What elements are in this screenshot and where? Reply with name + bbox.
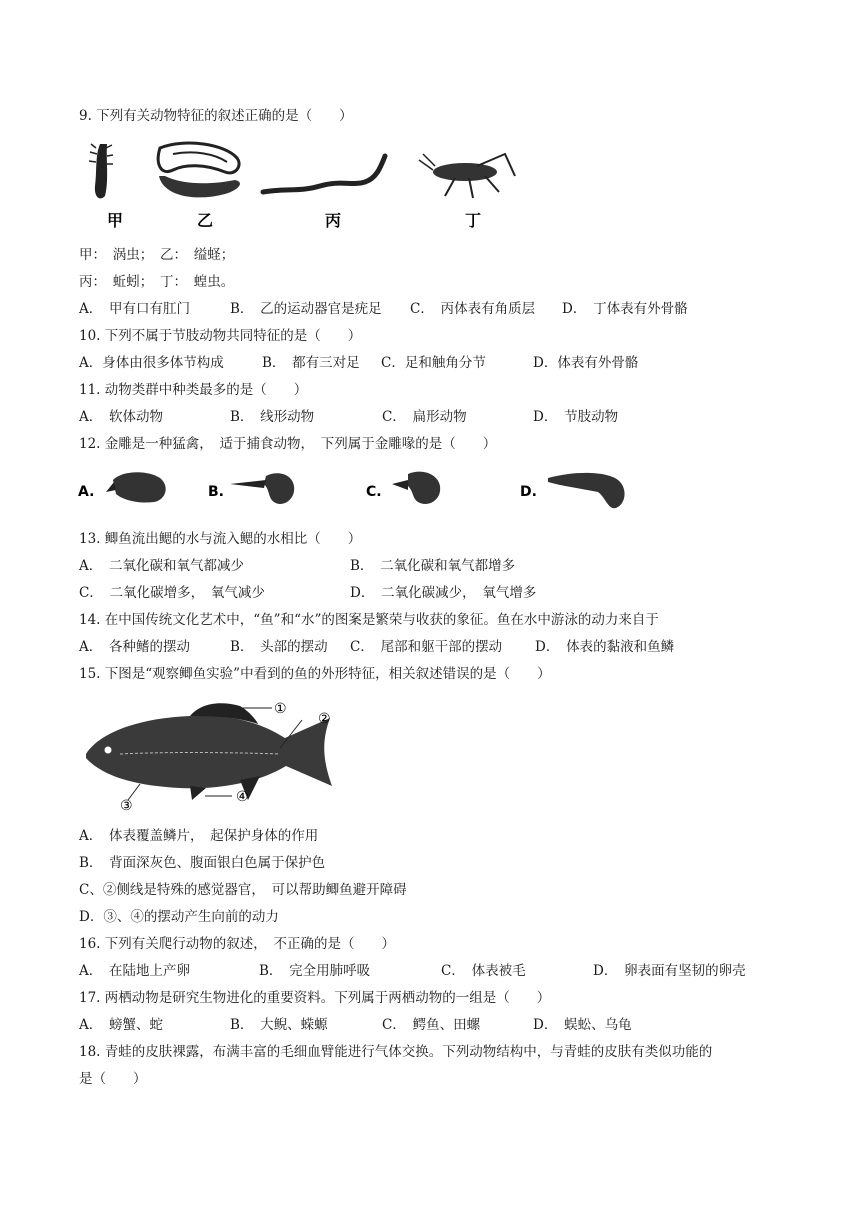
q9-stem: 9. 下列有关动物特征的叙述正确的是（ ）: [79, 108, 353, 124]
beak-b-drawing: [230, 473, 294, 504]
q16-stem: 16. 下列有关爬行动物的叙述， 不正确的是（ ）: [79, 936, 396, 952]
q9-option-b: B． 乙的运动器官是疣足: [230, 301, 382, 317]
beak-d-drawing: [548, 473, 625, 508]
q9-option-c: C． 丙体表有角质层: [410, 301, 536, 317]
q14-option-d: D． 体表的黏液和鱼鳞: [535, 639, 675, 655]
q12-stem: 12. 金雕是一种猛禽， 适于捕食动物， 下列属于金雕喙的是（ ）: [79, 436, 497, 452]
q18-stem-line1: 18. 青蛙的皮肤裸露，布满丰富的毛细血臂能进行气体交换。下列动物结构中，与青蛙的皮肤有类似功能的: [79, 1044, 713, 1060]
q14-option-b: B． 头部的摆动: [230, 639, 328, 655]
planarian-drawing: [89, 144, 113, 198]
q9-legend-2: 丙： 蚯蚓； 丁： 蝗虫。: [79, 274, 235, 290]
q15-option-d: D．③、④的摆动产生向前的动力: [79, 909, 279, 925]
label-ding: 丁: [465, 211, 482, 230]
q9-option-d: D． 丁体表有外骨骼: [562, 301, 688, 317]
label-yi: 乙: [197, 211, 214, 230]
q10-option-d: D．体表有外骨骼: [533, 355, 639, 371]
q11-option-c: C． 扁形动物: [382, 409, 467, 425]
q16-option-d: D． 卵表面有坚韧的卵壳: [593, 963, 746, 979]
q11-option-d: D． 节肢动物: [533, 409, 619, 425]
marker-3: ③: [120, 798, 133, 811]
q11-option-a: A． 软体动物: [79, 409, 163, 425]
label-bing: 丙: [325, 211, 342, 230]
q11-stem: 11. 动物类群中种类最多的是（ ）: [79, 382, 308, 398]
q17-option-a: A． 螃蟹、蛇: [79, 1017, 163, 1033]
q16-option-a: A． 在陆地上产卵: [79, 963, 190, 979]
beak-c-drawing: [392, 472, 440, 504]
q13-option-d: D． 二氧化碳减少， 氧气增多: [350, 585, 537, 601]
marker-2: ②: [318, 711, 331, 727]
q15-stem: 15. 下图是“观察鲫鱼实验”中看到的鱼的外形特征，相关叙述错误的是（ ）: [79, 666, 551, 682]
q15-carp-figure: [80, 696, 350, 811]
beak-a-drawing: [106, 472, 166, 502]
beak-label-b: B.: [208, 484, 224, 500]
q14-stem: 14. 在中国传统文化艺术中，“鱼”和“水”的图案是繁荣与收获的象征。鱼在水中游泳的动力来自于: [79, 612, 659, 628]
q15-option-b: B． 背面深灰色、腹面银白色属于保护色: [79, 855, 326, 871]
q13-stem: 13. 鲫鱼流出鳃的水与流入鳃的水相比（ ）: [79, 531, 362, 547]
q16-option-c: C． 体表被毛: [441, 963, 526, 979]
beak-label-d: D.: [520, 484, 537, 500]
q10-stem: 10. 下列不属于节肢动物共同特征的是（ ）: [79, 328, 362, 344]
label-jia: 甲: [107, 211, 124, 230]
q14-option-a: A． 各种鳍的摆动: [79, 639, 190, 655]
marker-1: ①: [274, 701, 287, 717]
q17-option-d: D． 蜈蚣、乌龟: [533, 1017, 632, 1033]
q15-option-c: C、②侧线是特殊的感觉器官， 可以帮助鲫鱼避开障碍: [79, 882, 407, 898]
q10-option-b: B． 都有三对足: [262, 355, 360, 371]
q13-option-c: C． 二氧化碳增多， 氧气减少: [79, 585, 265, 601]
earthworm-drawing: [263, 156, 385, 192]
grasshopper-drawing: [419, 154, 515, 198]
q18-stem-line2: 是（ ）: [79, 1071, 147, 1087]
q12-beaks-figure: [78, 464, 638, 516]
q10-option-c: C．足和触角分节: [381, 355, 486, 371]
carp-drawing: [86, 703, 332, 800]
q15-option-a: A． 体表覆盖鳞片， 起保护身体的作用: [79, 828, 319, 844]
razor-clam-drawing: [158, 143, 240, 197]
beak-label-c: C.: [366, 484, 382, 500]
q13-option-b: B． 二氧化碳和氧气都增多: [350, 558, 516, 574]
q14-option-c: C． 尾部和躯干部的摆动: [350, 639, 503, 655]
q17-option-b: B． 大鲵、蝾螈: [230, 1017, 328, 1033]
q10-option-a: A．身体由很多体节构成: [79, 355, 224, 371]
q13-option-a: A． 二氧化碳和氧气都减少: [79, 558, 244, 574]
marker-4: ④: [236, 789, 249, 805]
q16-option-b: B． 完全用肺呼吸: [259, 963, 371, 979]
q11-option-b: B． 线形动物: [230, 409, 315, 425]
q9-animals-figure: [85, 136, 535, 234]
q17-option-c: C． 鳄鱼、田螺: [382, 1017, 481, 1033]
q9-option-a: A． 甲有口有肛门: [79, 301, 190, 317]
q9-legend-1: 甲： 涡虫； 乙： 缢蛏；: [79, 247, 235, 263]
q17-stem: 17. 两栖动物是研究生物进化的重要资料。下列属于两栖动物的一组是（ ）: [79, 990, 551, 1006]
beak-label-a: A.: [78, 484, 95, 500]
